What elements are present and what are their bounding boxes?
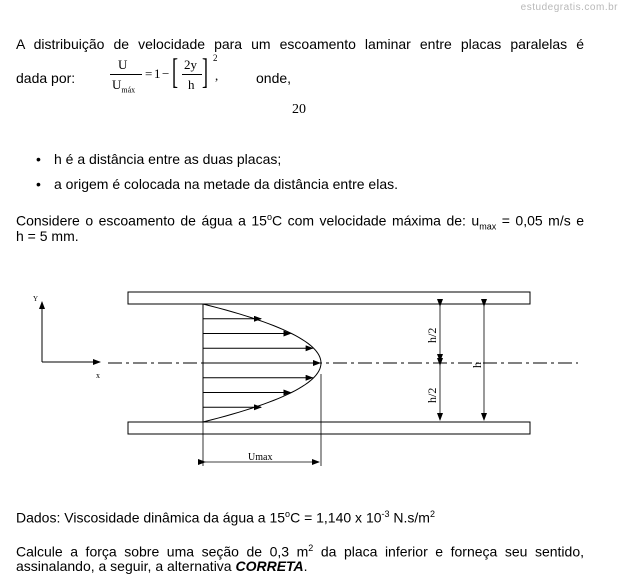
velocity-arrows xyxy=(203,319,320,408)
umax-label: Umax xyxy=(248,452,273,463)
flow-diagram xyxy=(0,280,624,470)
formula-exponent: 2 xyxy=(213,53,218,63)
watermark: estudegratis.com.br xyxy=(520,2,618,13)
bullet-icon: • xyxy=(36,176,41,192)
intro-line-2-suffix: onde, xyxy=(256,70,292,86)
formula-denominator: $U_{máx}$ xyxy=(112,77,136,95)
bullet-item: • h é a distância entre as duas placas; xyxy=(36,151,282,167)
consider-line-1: Considere o escoamento de água a 15$^o$C com velocidade máxima de: $u_{max} = 0,05$ m/s e xyxy=(16,212,585,232)
formula-fraction-bar xyxy=(110,74,142,75)
axis-y-label: Y xyxy=(33,295,39,303)
axis-x-label: x xyxy=(96,371,100,380)
calcule-line-1: Calcule a força sobre uma seção de 0,3 $m^2$ da placa inferior e forneça seu sentido, xyxy=(16,543,585,560)
calcule-line-2: assinalando, a seguir, a alternativa CORRETA. xyxy=(16,558,308,574)
dim-h2-bottom-label: h/2 xyxy=(425,387,439,403)
bracket-right: ] xyxy=(202,51,208,91)
formula-equals: = xyxy=(145,66,153,81)
equation-number: 20 xyxy=(292,102,306,117)
bullet-icon: • xyxy=(36,151,41,167)
intro-line-1: A distribuição de velocidade para um escoamento laminar entre placas paralelas é xyxy=(16,36,584,52)
inner-numerator: 2y xyxy=(184,57,197,72)
formula-one: 1 xyxy=(154,66,161,81)
formula-numerator: U xyxy=(118,57,128,72)
consider-line-2: h = 5 mm. xyxy=(16,228,79,244)
formula-comma: , xyxy=(215,68,219,83)
dim-h-label: h xyxy=(470,362,484,368)
top-plate xyxy=(128,292,530,304)
bottom-plate xyxy=(128,422,530,434)
bullet-item: • a origem é colocada na metade da distância entre elas. xyxy=(36,176,398,192)
dim-h2-top-label: h/2 xyxy=(425,327,439,343)
inner-fraction-bar xyxy=(182,74,202,75)
bracket-left: [ xyxy=(172,51,178,91)
intro-line-2-prefix: dada por: xyxy=(16,70,76,86)
dados-line: Dados: Viscosidade dinâmica da água a $15^oC = 1,140$ x $10^{-3}$ $N.s/m^2$ xyxy=(16,509,435,526)
velocity-formula xyxy=(110,51,230,99)
inner-denominator: h xyxy=(188,77,195,92)
formula-minus: − xyxy=(162,66,170,81)
